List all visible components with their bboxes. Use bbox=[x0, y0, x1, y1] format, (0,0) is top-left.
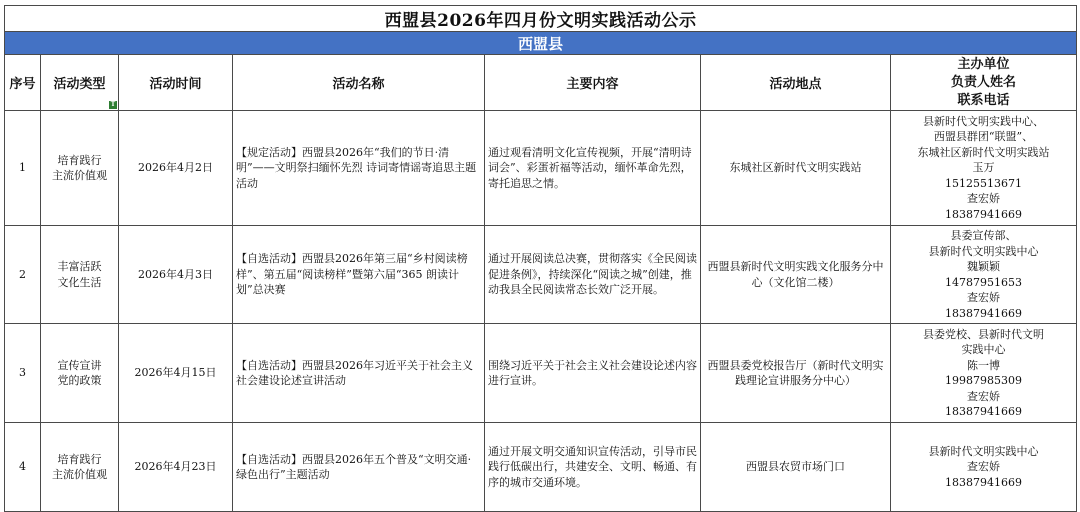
org-line: 县新时代文明实践中心 bbox=[928, 444, 1039, 458]
cell-content[interactable]: 通过观看清明文化宣传视频，开展“清明诗词会”、彩蛋祈福等活动，缅怀革命先烈，寄托追思之情。 bbox=[485, 111, 701, 226]
org-line: 县委党校、县新时代文明 bbox=[923, 327, 1045, 341]
cell-type[interactable] bbox=[41, 324, 119, 423]
header-org-line: 联系电话 bbox=[957, 93, 1010, 108]
org-line: 15125513671 bbox=[945, 176, 1023, 190]
org-line: 魏颖颖 bbox=[967, 260, 1001, 273]
org-line: 玉万 bbox=[972, 161, 995, 175]
org-line: 18387941669 bbox=[945, 475, 1023, 489]
cell-content[interactable]: 通过开展阅读总决赛，贯彻落实《全民阅读促进条例》，持续深化“阅读之城”创建，推动我县全民阅读常态长效广泛开展。 bbox=[485, 226, 701, 324]
cell-org[interactable] bbox=[891, 423, 1077, 512]
header-org[interactable] bbox=[891, 55, 1077, 111]
table-row bbox=[5, 111, 1077, 226]
cell-place[interactable]: 西盟县委党校报告厅（新时代文明实践理论宣讲服务分中心） bbox=[701, 324, 891, 423]
type-text: 培育践行 主流价值观 bbox=[52, 452, 107, 481]
header-org-line: 主办单位 bbox=[957, 57, 1010, 72]
cell-type[interactable] bbox=[41, 226, 119, 324]
org-line: 查宏娇 bbox=[967, 460, 1001, 474]
table-row bbox=[5, 423, 1077, 512]
table-row bbox=[5, 324, 1077, 423]
header-row bbox=[5, 55, 1077, 111]
cell-time[interactable]: 2026年4月2日 bbox=[119, 111, 233, 226]
table-row bbox=[5, 226, 1077, 324]
org-line: 西盟县群团“联盟”、 bbox=[933, 130, 1034, 144]
cell-time[interactable]: 2026年4月23日 bbox=[119, 423, 233, 512]
cell-time[interactable]: 2026年4月15日 bbox=[119, 324, 233, 423]
org-line: 查宏娇 bbox=[967, 291, 1001, 304]
cell-name[interactable]: 【规定活动】西盟县2026年“我们的节日·清明”——文明祭扫缅怀先烈 诗词寄情谣寄追思主题活动 bbox=[233, 111, 485, 226]
header-content[interactable]: 主要内容 bbox=[485, 55, 701, 111]
org-line: 实践中心 bbox=[961, 343, 1006, 356]
cell-content[interactable]: 围绕习近平关于社会主义社会建设论述内容进行宣讲。 bbox=[485, 324, 701, 423]
activity-sheet bbox=[4, 5, 1076, 512]
cell-place[interactable]: 西盟县农贸市场门口 bbox=[701, 423, 891, 512]
org-line: 查宏娇 bbox=[967, 389, 1001, 403]
header-type[interactable] bbox=[41, 55, 119, 111]
cell-idx[interactable]: 1 bbox=[5, 111, 41, 226]
region-banner: 西盟县 bbox=[5, 32, 1077, 55]
cell-org[interactable] bbox=[891, 324, 1077, 423]
header-place[interactable]: 活动地点 bbox=[701, 55, 891, 111]
cell-type[interactable] bbox=[41, 111, 119, 226]
cell-type[interactable] bbox=[41, 423, 119, 512]
org-line: 东城社区新时代文明实践站 bbox=[917, 145, 1050, 159]
cell-idx[interactable]: 2 bbox=[5, 226, 41, 324]
header-idx[interactable]: 序号 bbox=[5, 55, 41, 111]
org-line: 陈一博 bbox=[967, 358, 1001, 372]
type-text: 丰富活跃 文化生活 bbox=[57, 260, 102, 289]
org-line: 14787951653 bbox=[945, 275, 1023, 289]
header-type-label: 活动类型 bbox=[53, 77, 106, 92]
org-line: 18387941669 bbox=[945, 405, 1023, 418]
org-line: 县新时代文明实践中心 bbox=[928, 244, 1039, 258]
header-time[interactable]: 活动时间 bbox=[119, 55, 233, 111]
filter-icon[interactable]: T bbox=[110, 101, 116, 108]
cell-idx[interactable]: 3 bbox=[5, 324, 41, 423]
cell-name[interactable]: 【自选活动】西盟县2026年习近平关于社会主义社会建设论述宣讲活动 bbox=[233, 324, 485, 423]
cell-org[interactable] bbox=[891, 111, 1077, 226]
cell-idx[interactable]: 4 bbox=[5, 423, 41, 512]
header-name[interactable]: 活动名称 bbox=[233, 55, 485, 111]
sheet-title: 西盟县2026年四月份文明实践活动公示 bbox=[5, 6, 1077, 32]
org-line: 19987985309 bbox=[945, 374, 1023, 387]
org-line: 18387941669 bbox=[945, 207, 1023, 221]
cell-name[interactable]: 【自选活动】西盟县2026年五个普及“文明交通·绿色出行”主题活动 bbox=[233, 423, 485, 512]
cell-org[interactable] bbox=[891, 226, 1077, 324]
org-line: 县委宣传部、 bbox=[950, 229, 1017, 242]
cell-place[interactable]: 西盟县新时代文明实践文化服务分中心（文化馆二楼） bbox=[701, 226, 891, 324]
type-text: 宣传宣讲 党的政策 bbox=[57, 358, 102, 387]
cell-time[interactable]: 2026年4月3日 bbox=[119, 226, 233, 324]
activity-table bbox=[4, 5, 1077, 512]
org-line: 县新时代文明实践中心、 bbox=[923, 114, 1045, 128]
cell-content[interactable]: 通过开展文明交通知识宣传活动，引导市民践行低碳出行，共建安全、文明、畅通、有序的城市交通环境。 bbox=[485, 423, 701, 512]
type-text: 培育践行 主流价值观 bbox=[52, 153, 107, 182]
cell-place[interactable]: 东城社区新时代文明实践站 bbox=[701, 111, 891, 226]
org-line: 18387941669 bbox=[945, 306, 1023, 320]
org-line: 查宏娇 bbox=[967, 192, 1001, 206]
cell-name[interactable]: 【自选活动】西盟县2026年第三届“乡村阅读榜样”、第五届“阅读榜样”暨第六届“365 朗读计划”总决赛 bbox=[233, 226, 485, 324]
header-org-line: 负责人姓名 bbox=[951, 75, 1017, 90]
